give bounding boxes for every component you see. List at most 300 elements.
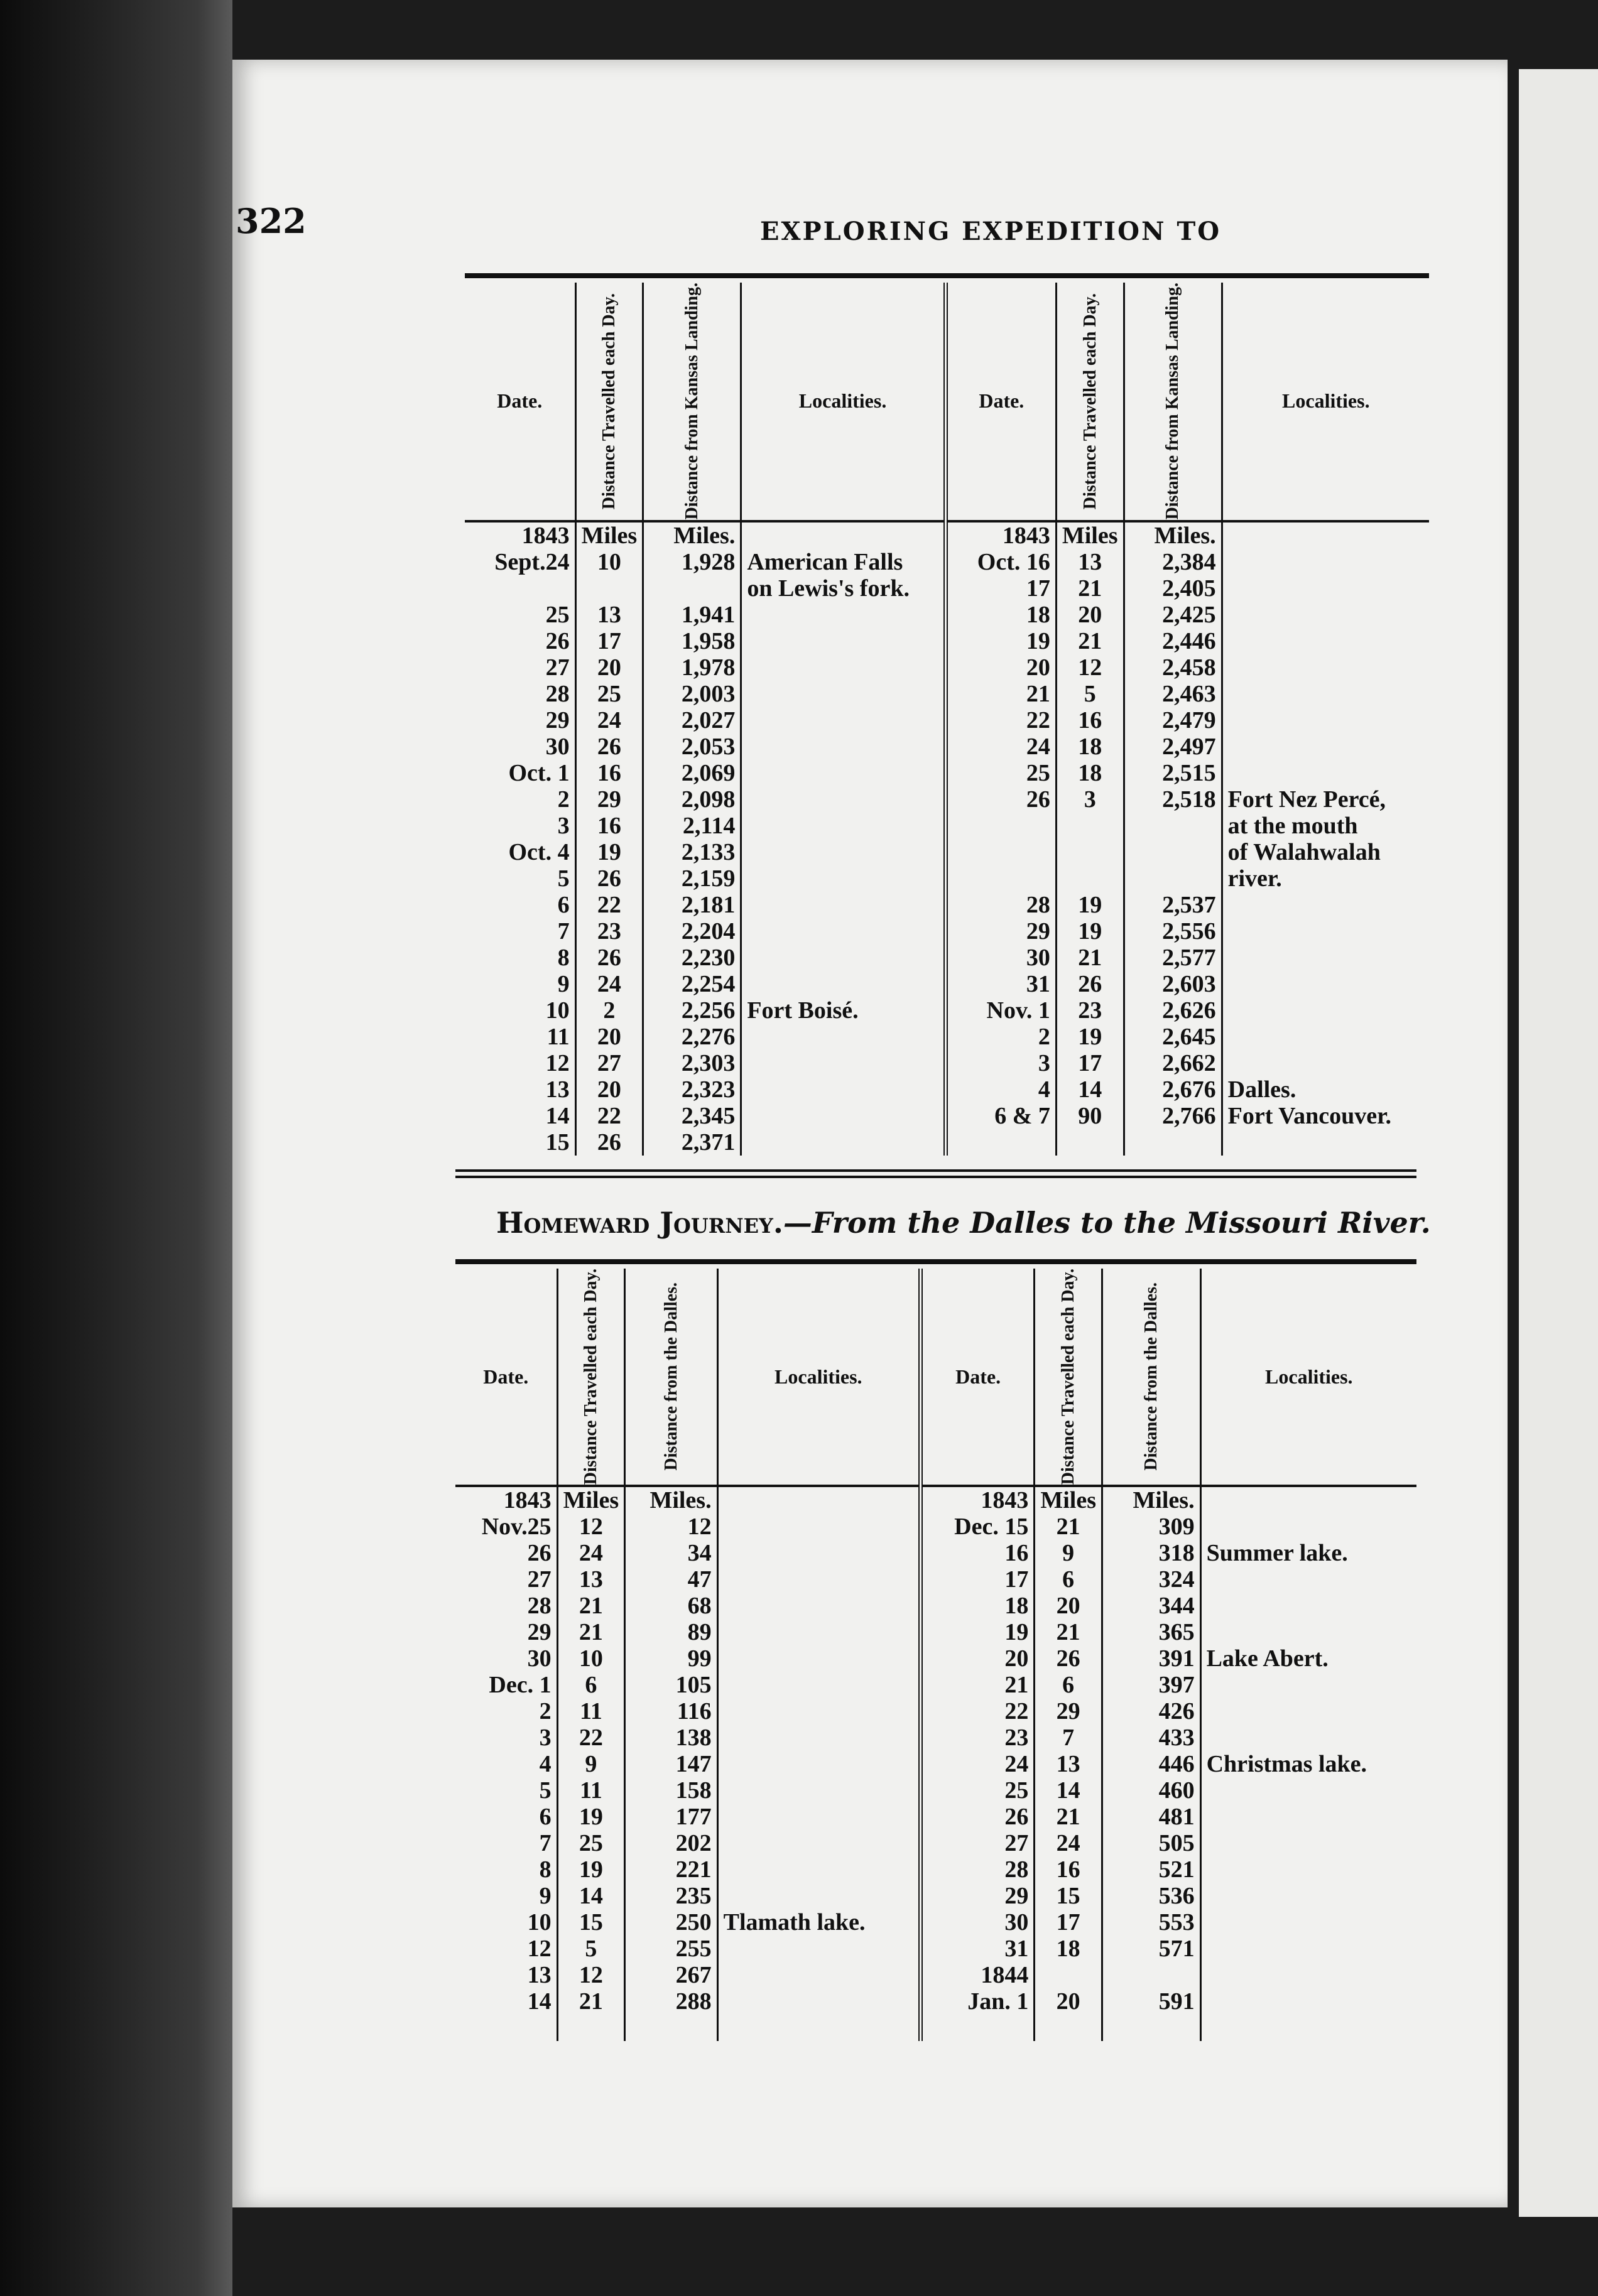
left-date-cell: 6 <box>557 891 570 918</box>
left-date-cell: Oct. 4 <box>508 838 570 865</box>
right-loc-cell <box>1222 707 1429 734</box>
left-loc-cell <box>717 1619 920 1645</box>
left-loc-cell <box>741 734 945 760</box>
left-date-cell: 5 <box>557 865 570 892</box>
left-date-cell: Sept.24 <box>494 548 570 575</box>
left-date-cell: Oct. 1 <box>508 759 570 786</box>
right-total-cell: 2,662 <box>1124 1050 1222 1076</box>
right-day-cell: 21 <box>1035 1619 1102 1645</box>
right-day-cell: 13 <box>1035 1751 1102 1777</box>
header-day-right: Distance Travelled each Day. <box>1056 283 1124 521</box>
left-day-cell: 27 <box>575 1050 643 1076</box>
right-date-cell: 4 <box>945 1076 1056 1103</box>
left-date-cell: 25 <box>545 601 570 628</box>
right-total-cell <box>1124 865 1222 892</box>
left-total-cell <box>625 2015 717 2041</box>
left-date-cell: 6 <box>539 1804 552 1831</box>
left-total-cell: 2,345 <box>643 1103 741 1129</box>
header-date-left: Date. <box>465 283 575 521</box>
table2-top-rule <box>455 1259 1416 1264</box>
left-day-cell: 24 <box>575 971 643 997</box>
header-total-right: Distance from Kansas Landing. <box>1124 283 1222 521</box>
header-localities-left: Localities. <box>741 283 945 521</box>
table1-bottom-rule-2 <box>455 1176 1416 1178</box>
left-date-cell <box>455 2015 557 2041</box>
right-total-cell: 2,603 <box>1124 971 1222 997</box>
left-day-cell: 26 <box>575 734 643 760</box>
left-total-cell: 1,941 <box>643 602 741 628</box>
header2-date-left: Date. <box>455 1269 557 1486</box>
right-date-cell: 25 <box>945 760 1056 786</box>
table-row <box>455 1883 1416 1909</box>
right-loc-cell <box>1222 1129 1429 1156</box>
left-date-cell: 14 <box>545 1102 570 1129</box>
left-date-cell: 10 <box>545 997 570 1024</box>
table-row <box>465 1129 1429 1156</box>
left-day-cell: 14 <box>557 1883 625 1909</box>
right-loc-cell <box>1200 1804 1416 1830</box>
header2-localities-right: Localities. <box>1200 1269 1416 1486</box>
left-date-cell: 8 <box>539 1856 552 1883</box>
right-loc-cell: river. <box>1222 865 1429 892</box>
right-date-cell: 22 <box>945 707 1056 734</box>
right-loc-cell <box>1200 1988 1416 2015</box>
right-total-cell: 2,766 <box>1124 1103 1222 1129</box>
right-total-cell: 365 <box>1102 1619 1200 1645</box>
right-date-cell: 18 <box>920 1593 1034 1619</box>
left-day-cell: 24 <box>575 707 643 734</box>
right-date-cell: 18 <box>945 602 1056 628</box>
table-row <box>465 865 1429 892</box>
right-total-cell: 446 <box>1102 1751 1200 1777</box>
left-loc-cell <box>741 654 945 681</box>
right-date-cell: 20 <box>920 1645 1034 1672</box>
left-total-cell: 2,204 <box>643 918 741 945</box>
table2-homeward <box>455 1269 1416 2041</box>
right-day-cell: 5 <box>1056 681 1124 707</box>
right-loc-cell <box>1200 1883 1416 1909</box>
left-date-cell: 9 <box>557 970 570 997</box>
left-loc-cell <box>741 945 945 971</box>
right-day-cell: Miles <box>1035 1486 1102 1514</box>
table-row <box>465 892 1429 918</box>
right-day-cell: 18 <box>1035 1936 1102 1962</box>
right-loc-cell <box>1222 1050 1429 1076</box>
left-day-cell: 21 <box>557 1593 625 1619</box>
right-date-cell <box>920 2015 1034 2041</box>
adjacent-page-edge <box>1519 69 1598 2217</box>
table-row <box>455 1593 1416 1619</box>
left-date-cell: 15 <box>545 1129 570 1156</box>
left-day-cell: 23 <box>575 918 643 945</box>
right-loc-cell <box>1200 1962 1416 1988</box>
left-day-cell: 11 <box>557 1777 625 1804</box>
left-total-cell: 99 <box>625 1645 717 1672</box>
left-total-cell: 267 <box>625 1962 717 1988</box>
right-loc-cell <box>1222 602 1429 628</box>
left-total-cell: 89 <box>625 1619 717 1645</box>
right-day-cell <box>1035 2015 1102 2041</box>
right-loc-cell <box>1222 575 1429 602</box>
right-total-cell: 2,626 <box>1124 997 1222 1024</box>
right-total-cell <box>1102 2015 1200 2041</box>
right-total-cell: 2,405 <box>1124 575 1222 602</box>
left-day-cell: 29 <box>575 786 643 813</box>
right-day-cell <box>1056 839 1124 865</box>
right-loc-cell <box>1200 1856 1416 1883</box>
right-total-cell: 2,463 <box>1124 681 1222 707</box>
right-day-cell <box>1056 1129 1124 1156</box>
right-day-cell: 13 <box>1056 549 1124 575</box>
left-total-cell: 2,276 <box>643 1024 741 1050</box>
right-day-cell: 21 <box>1056 945 1124 971</box>
right-loc-cell: Dalles. <box>1222 1076 1429 1103</box>
right-date-cell: 19 <box>945 628 1056 654</box>
table1-top-rule <box>465 273 1429 278</box>
right-total-cell: 2,384 <box>1124 549 1222 575</box>
left-day-cell: 22 <box>575 1103 643 1129</box>
left-date-cell: 12 <box>527 1936 552 1963</box>
right-day-cell: 16 <box>1035 1856 1102 1883</box>
left-day-cell: 19 <box>575 839 643 865</box>
left-total-cell: 2,181 <box>643 892 741 918</box>
left-date-cell: 2 <box>539 1698 552 1725</box>
right-total-cell: 2,537 <box>1124 892 1222 918</box>
right-loc-cell: of Walahwalah <box>1222 839 1429 865</box>
left-loc-cell <box>741 786 945 813</box>
left-date-cell: 30 <box>545 733 570 760</box>
left-loc-cell <box>741 1050 945 1076</box>
right-day-cell: 16 <box>1056 707 1124 734</box>
right-total-cell: 2,515 <box>1124 760 1222 786</box>
right-day-cell: 21 <box>1056 628 1124 654</box>
left-day-cell: 11 <box>557 1698 625 1725</box>
right-total-cell: 2,497 <box>1124 734 1222 760</box>
left-total-cell: 2,323 <box>643 1076 741 1103</box>
section-title: Homeward Journey.—From the Dalles to the Missouri River. <box>496 1206 1431 1240</box>
left-day-cell: 19 <box>557 1856 625 1883</box>
right-loc-cell <box>1200 1619 1416 1645</box>
right-loc-cell <box>1222 971 1429 997</box>
table-row <box>465 997 1429 1024</box>
left-day-cell: 20 <box>575 654 643 681</box>
right-loc-cell <box>1200 1593 1416 1619</box>
table-row <box>465 786 1429 813</box>
left-date-cell: 7 <box>557 918 570 945</box>
table-row <box>455 1856 1416 1883</box>
table-row <box>465 654 1429 681</box>
left-date-cell: Nov.25 <box>481 1514 552 1541</box>
left-total-cell: 2,254 <box>643 971 741 997</box>
left-loc-cell <box>717 1566 920 1593</box>
right-total-cell: 2,518 <box>1124 786 1222 813</box>
left-date-cell: 28 <box>545 680 570 707</box>
left-date-cell: Dec. 1 <box>489 1672 552 1699</box>
table-row <box>465 760 1429 786</box>
table-row <box>455 1751 1416 1777</box>
table1-bottom-rule <box>455 1169 1416 1172</box>
table-row <box>465 681 1429 707</box>
right-total-cell: 2,446 <box>1124 628 1222 654</box>
left-day-cell: 21 <box>557 1619 625 1645</box>
header2-total-left: Distance from the Dalles. <box>625 1269 717 1486</box>
left-loc-cell <box>717 1486 920 1514</box>
page-number: 322 <box>236 201 307 241</box>
left-date-cell: 14 <box>527 1988 552 2015</box>
right-day-cell: 20 <box>1035 1988 1102 2015</box>
left-date-cell: 9 <box>539 1883 552 1910</box>
right-loc-cell <box>1222 892 1429 918</box>
left-total-cell: 202 <box>625 1830 717 1856</box>
right-day-cell: 6 <box>1035 1566 1102 1593</box>
right-date-cell: Jan. 1 <box>920 1988 1034 2015</box>
right-day-cell: 19 <box>1056 1024 1124 1050</box>
right-date-cell: 26 <box>920 1804 1034 1830</box>
left-loc-cell <box>717 1725 920 1751</box>
left-loc-cell <box>741 521 945 549</box>
left-loc-cell <box>717 1830 920 1856</box>
left-loc-cell <box>741 1024 945 1050</box>
right-loc-cell <box>1200 1486 1416 1514</box>
right-loc-cell <box>1200 1514 1416 1540</box>
right-loc-cell <box>1200 1566 1416 1593</box>
right-day-cell: 9 <box>1035 1540 1102 1566</box>
right-loc-cell <box>1222 945 1429 971</box>
right-loc-cell <box>1200 1777 1416 1804</box>
right-date-cell: Oct. 16 <box>945 549 1056 575</box>
right-total-cell: 536 <box>1102 1883 1200 1909</box>
header2-day-left: Distance Travelled each Day. <box>557 1269 625 1486</box>
table-row <box>455 1645 1416 1672</box>
header2-date-right: Date. <box>920 1269 1034 1486</box>
right-date-cell: 27 <box>920 1830 1034 1856</box>
right-date-cell: 30 <box>920 1909 1034 1936</box>
right-date-cell: 31 <box>920 1936 1034 1962</box>
left-day-cell: 17 <box>575 628 643 654</box>
running-title: EXPLORING EXPEDITION TO <box>760 217 1222 246</box>
left-day-cell: 20 <box>575 1076 643 1103</box>
left-loc-cell <box>717 1777 920 1804</box>
left-day-cell: 5 <box>557 1936 625 1962</box>
right-loc-cell <box>1200 1698 1416 1725</box>
left-total-cell: 2,371 <box>643 1129 741 1156</box>
right-loc-cell: Christmas lake. <box>1200 1751 1416 1777</box>
right-loc-cell <box>1222 760 1429 786</box>
table-row <box>465 839 1429 865</box>
left-date-cell: 29 <box>527 1619 552 1646</box>
right-day-cell <box>1056 813 1124 839</box>
left-date-cell: 29 <box>545 707 570 734</box>
right-day-cell: 26 <box>1056 971 1124 997</box>
left-date-cell: 26 <box>545 627 570 654</box>
table-row <box>465 918 1429 945</box>
right-date-cell: 26 <box>945 786 1056 813</box>
right-date-cell: 17 <box>945 575 1056 602</box>
right-total-cell: 344 <box>1102 1593 1200 1619</box>
left-day-cell: 10 <box>557 1645 625 1672</box>
right-date-cell: 25 <box>920 1777 1034 1804</box>
left-day-cell: 12 <box>557 1962 625 1988</box>
table-row <box>465 734 1429 760</box>
right-day-cell <box>1056 865 1124 892</box>
header2-day-right: Distance Travelled each Day. <box>1035 1269 1102 1486</box>
right-date-cell: 2 <box>945 1024 1056 1050</box>
header2-total-right: Distance from the Dalles. <box>1102 1269 1200 1486</box>
right-date-cell: 19 <box>920 1619 1034 1645</box>
table-row <box>455 1988 1416 2015</box>
table-row <box>455 1698 1416 1725</box>
table1-outbound <box>465 283 1429 1156</box>
right-date-cell <box>945 1129 1056 1156</box>
left-day-cell: 15 <box>557 1909 625 1936</box>
header-total-left: Distance from Kansas Landing. <box>643 283 741 521</box>
right-total-cell: 2,425 <box>1124 602 1222 628</box>
left-date-cell: 13 <box>545 1076 570 1103</box>
right-total-cell: 521 <box>1102 1856 1200 1883</box>
left-day-cell: 26 <box>575 945 643 971</box>
left-loc-cell <box>741 628 945 654</box>
left-total-cell: 2,159 <box>643 865 741 892</box>
left-day-cell: 25 <box>575 681 643 707</box>
table-row <box>455 1962 1416 1988</box>
right-day-cell: Miles <box>1056 521 1124 549</box>
right-total-cell: 318 <box>1102 1540 1200 1566</box>
left-total-cell: 250 <box>625 1909 717 1936</box>
left-loc-cell: on Lewis's fork. <box>741 575 945 602</box>
right-loc-cell <box>1200 1936 1416 1962</box>
left-total-cell: 2,003 <box>643 681 741 707</box>
left-date-cell: 13 <box>527 1962 552 1989</box>
right-total-cell: 433 <box>1102 1725 1200 1751</box>
right-total-cell: 571 <box>1102 1936 1200 1962</box>
right-total-cell: 324 <box>1102 1566 1200 1593</box>
right-loc-cell <box>1200 1909 1416 1936</box>
left-total-cell <box>643 575 741 602</box>
right-loc-cell: at the mouth <box>1222 813 1429 839</box>
right-date-cell: 16 <box>920 1540 1034 1566</box>
left-loc-cell <box>717 1883 920 1909</box>
right-total-cell: Miles. <box>1102 1486 1200 1514</box>
right-total-cell: 2,645 <box>1124 1024 1222 1050</box>
right-date-cell: 21 <box>945 681 1056 707</box>
left-total-cell: Miles. <box>643 521 741 549</box>
left-day-cell: 10 <box>575 549 643 575</box>
left-total-cell: 34 <box>625 1540 717 1566</box>
right-total-cell: 460 <box>1102 1777 1200 1804</box>
right-day-cell: 14 <box>1035 1777 1102 1804</box>
right-day-cell: 24 <box>1035 1830 1102 1856</box>
left-total-cell: 2,053 <box>643 734 741 760</box>
right-day-cell: 17 <box>1056 1050 1124 1076</box>
header-day-left: Distance Travelled each Day. <box>575 283 643 521</box>
right-date-cell: 3 <box>945 1050 1056 1076</box>
left-total-cell: 2,027 <box>643 707 741 734</box>
right-total-cell <box>1124 839 1222 865</box>
left-total-cell: 1,928 <box>643 549 741 575</box>
left-date-cell <box>465 575 575 602</box>
right-day-cell: 7 <box>1035 1725 1102 1751</box>
left-day-cell: 26 <box>575 865 643 892</box>
right-total-cell <box>1124 1129 1222 1156</box>
right-loc-cell <box>1222 918 1429 945</box>
right-total-cell: 2,479 <box>1124 707 1222 734</box>
right-loc-cell <box>1222 1024 1429 1050</box>
left-total-cell: Miles. <box>625 1486 717 1514</box>
right-date-cell <box>945 865 1056 892</box>
right-loc-cell <box>1222 549 1429 575</box>
right-date-cell: 17 <box>920 1566 1034 1593</box>
header2-localities-left: Localities. <box>717 1269 920 1486</box>
left-loc-cell <box>741 1103 945 1129</box>
left-loc-cell <box>741 865 945 892</box>
right-loc-cell: Fort Nez Percé, <box>1222 786 1429 813</box>
right-day-cell: 19 <box>1056 918 1124 945</box>
left-day-cell: 21 <box>557 1988 625 2015</box>
left-day-cell <box>575 575 643 602</box>
left-total-cell: 1,978 <box>643 654 741 681</box>
right-date-cell <box>945 813 1056 839</box>
left-loc-cell: American Falls <box>741 549 945 575</box>
right-day-cell: 18 <box>1056 760 1124 786</box>
right-loc-cell <box>1222 734 1429 760</box>
table-row <box>455 1566 1416 1593</box>
right-loc-cell: Summer lake. <box>1200 1540 1416 1566</box>
right-total-cell: 481 <box>1102 1804 1200 1830</box>
left-day-cell: 12 <box>557 1514 625 1540</box>
right-date-cell: 1843 <box>945 521 1056 549</box>
left-total-cell: 221 <box>625 1856 717 1883</box>
right-day-cell: 18 <box>1056 734 1124 760</box>
left-total-cell: 235 <box>625 1883 717 1909</box>
left-loc-cell <box>717 1540 920 1566</box>
book-gutter-shadow <box>0 0 232 2296</box>
right-date-cell: 6 & 7 <box>945 1103 1056 1129</box>
right-loc-cell <box>1222 521 1429 549</box>
left-total-cell: 1,958 <box>643 628 741 654</box>
left-loc-cell <box>741 602 945 628</box>
left-total-cell: 2,114 <box>643 813 741 839</box>
right-date-cell: 20 <box>945 654 1056 681</box>
left-loc-cell <box>717 1593 920 1619</box>
left-total-cell: 47 <box>625 1566 717 1593</box>
left-day-cell: 22 <box>557 1725 625 1751</box>
table-row <box>465 628 1429 654</box>
left-loc-cell <box>717 1698 920 1725</box>
table-row <box>455 1619 1416 1645</box>
left-total-cell: 2,133 <box>643 839 741 865</box>
right-day-cell: 15 <box>1035 1883 1102 1909</box>
left-loc-cell <box>717 1936 920 1962</box>
table-row <box>465 521 1429 549</box>
left-total-cell: 2,098 <box>643 786 741 813</box>
left-total-cell: 177 <box>625 1804 717 1830</box>
left-date-cell: 1843 <box>521 522 570 549</box>
right-total-cell <box>1124 813 1222 839</box>
left-loc-cell <box>717 1962 920 1988</box>
left-total-cell: 105 <box>625 1672 717 1698</box>
right-date-cell: 21 <box>920 1672 1034 1698</box>
left-total-cell: 2,069 <box>643 760 741 786</box>
right-date-cell: 29 <box>945 918 1056 945</box>
right-date-cell: 22 <box>920 1698 1034 1725</box>
right-day-cell <box>1035 1962 1102 1988</box>
left-day-cell: Miles <box>557 1486 625 1514</box>
right-day-cell: 29 <box>1035 1698 1102 1725</box>
left-loc-cell <box>717 1514 920 1540</box>
right-date-cell: Dec. 15 <box>920 1514 1034 1540</box>
right-day-cell: 12 <box>1056 654 1124 681</box>
right-date-cell: 1844 <box>920 1962 1034 1988</box>
